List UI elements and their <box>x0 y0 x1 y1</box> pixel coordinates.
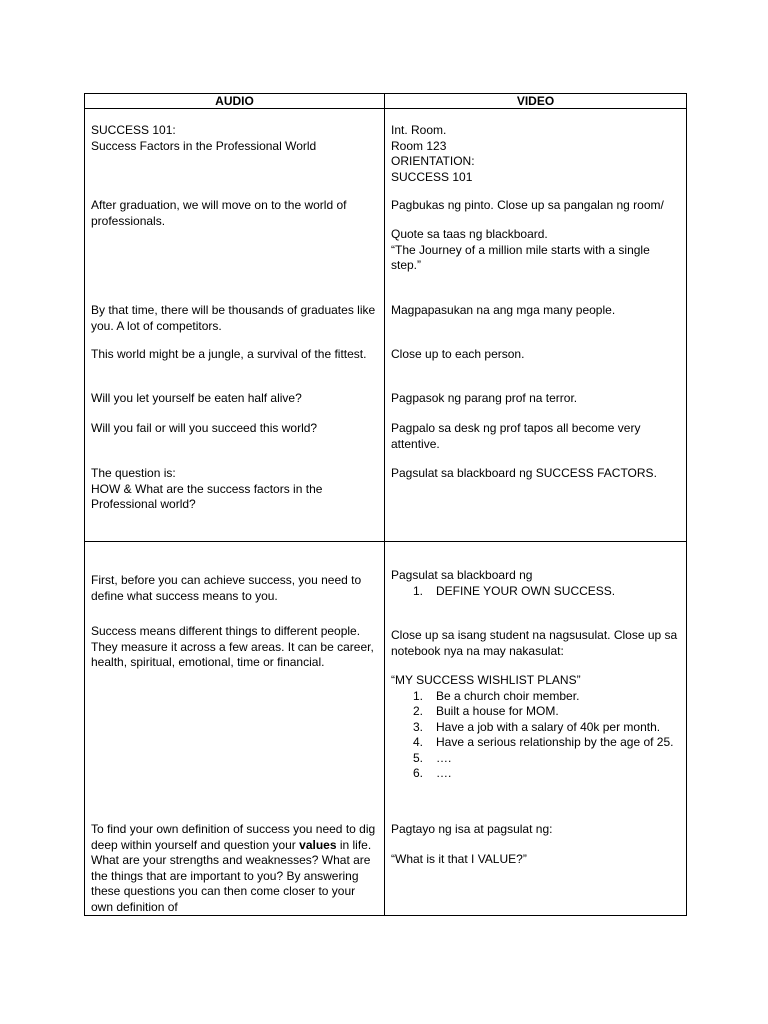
success-steps-list <box>391 584 680 600</box>
scene-line: SUCCESS 101 <box>391 169 473 184</box>
video-direction: Pagbukas ng pinto. Close up sa pangalan ng room/ <box>391 198 664 212</box>
values-emphasis: values <box>299 837 337 852</box>
quote-intro: Quote sa taas ng blackboard. <box>391 227 548 241</box>
video-direction <box>391 227 680 274</box>
audio-paragraph: After graduation, we will move on to the world of professionals. <box>91 198 347 228</box>
question-lead: The question is: <box>91 466 176 480</box>
list-text: Be a church choir member. <box>436 688 580 703</box>
table-row <box>85 542 687 916</box>
audio-paragraph: By that time, there will be thousands of graduates like you. A lot of competitors. <box>91 303 376 333</box>
wishlist-list <box>391 689 680 782</box>
question-text: HOW & What are the success factors in the Professional world? <box>91 481 323 511</box>
audio-header: AUDIO <box>85 94 385 109</box>
wishlist-item <box>391 751 680 767</box>
list-text: …. <box>436 750 452 765</box>
wishlist-item <box>391 766 680 782</box>
audio-paragraph: Will you fail or will you succeed this world? <box>91 421 318 435</box>
audio-paragraph <box>91 822 379 915</box>
list-number: 5. <box>413 750 424 765</box>
video-direction: Close up to each person. <box>391 347 525 361</box>
wishlist-title: “MY SUCCESS WISHLIST PLANS” <box>391 673 581 687</box>
audio-title-line: SUCCESS 101: <box>91 123 176 137</box>
list-text: DEFINE YOUR OWN SUCCESS. <box>436 583 616 598</box>
list-text: Built a house for MOM. <box>436 704 559 718</box>
video-direction: Pagpasok ng parang prof na terror. <box>391 391 578 405</box>
list-text: …. <box>436 766 452 780</box>
list-number: 3. <box>413 719 424 734</box>
video-direction: Pagtayo ng isa at pagsulat ng: <box>391 822 553 836</box>
audio-question <box>91 466 379 513</box>
list-number: 4. <box>413 735 424 749</box>
audio-paragraph: This world might be a jungle, a survival of the fittest. <box>91 347 367 361</box>
values-text-start: To find your own definition of success you need to dig deep within yourself and question your <box>91 822 376 852</box>
list-number: 1. <box>413 688 424 703</box>
script-table <box>84 93 687 916</box>
audio-subtitle-line: Success Factors in the Professional World <box>91 138 317 153</box>
video-cell <box>385 542 687 916</box>
values-text-end: in life. What are your strengths and weaknesses? What are the things that are important to you? By answering these questions you can then come closer to your own definition of <box>91 837 372 914</box>
scene-line: ORIENTATION: <box>391 154 475 168</box>
video-cell <box>385 109 687 542</box>
header-row <box>85 94 687 109</box>
blackboard-line: Pagsulat sa blackboard ng <box>391 568 533 582</box>
wishlist-item <box>391 704 680 720</box>
list-number: 1. <box>413 583 424 598</box>
audio-paragraph: Success means different things to different people. They measure it across a few areas. It can be career, health, spiritual, emotional, time or financial. <box>91 624 374 669</box>
video-direction: Magpapasukan na ang mga many people. <box>391 303 616 317</box>
list-number: 2. <box>413 704 424 718</box>
audio-paragraph: Will you let yourself be eaten half alive? <box>91 391 302 405</box>
wishlist-item <box>391 720 680 736</box>
list-text: Have a serious relationship by the age of 25. <box>436 735 674 749</box>
audio-cell <box>85 109 385 542</box>
wishlist-item <box>391 689 680 705</box>
scene-line: Room 123 <box>391 138 447 153</box>
video-direction: Pagpalo sa desk ng prof tapos all become very attentive. <box>391 421 641 451</box>
table-row <box>85 109 687 542</box>
quote-text: “The Journey of a million mile starts with a single step.” <box>391 242 650 272</box>
wishlist-block <box>391 673 680 782</box>
video-direction <box>391 568 680 599</box>
wishlist-item <box>391 735 680 751</box>
list-item <box>391 584 680 600</box>
audio-cell <box>85 542 385 916</box>
video-header: VIDEO <box>385 94 687 109</box>
video-direction: “What is it that I VALUE?” <box>391 852 527 866</box>
scene-line: Int. Room. <box>391 123 447 137</box>
video-scene-heading <box>391 123 680 185</box>
video-direction: Pagsulat sa blackboard ng SUCCESS FACTORS. <box>391 466 657 480</box>
list-text: Have a job with a salary of 40k per month. <box>436 719 661 734</box>
video-direction: Close up sa isang student na nagsusulat. Close up sa notebook nya na may nakasulat: <box>391 628 678 658</box>
list-number: 6. <box>413 766 424 780</box>
audio-paragraph: First, before you can achieve success, you need to define what success means to you. <box>91 573 362 603</box>
audio-title <box>91 123 379 154</box>
